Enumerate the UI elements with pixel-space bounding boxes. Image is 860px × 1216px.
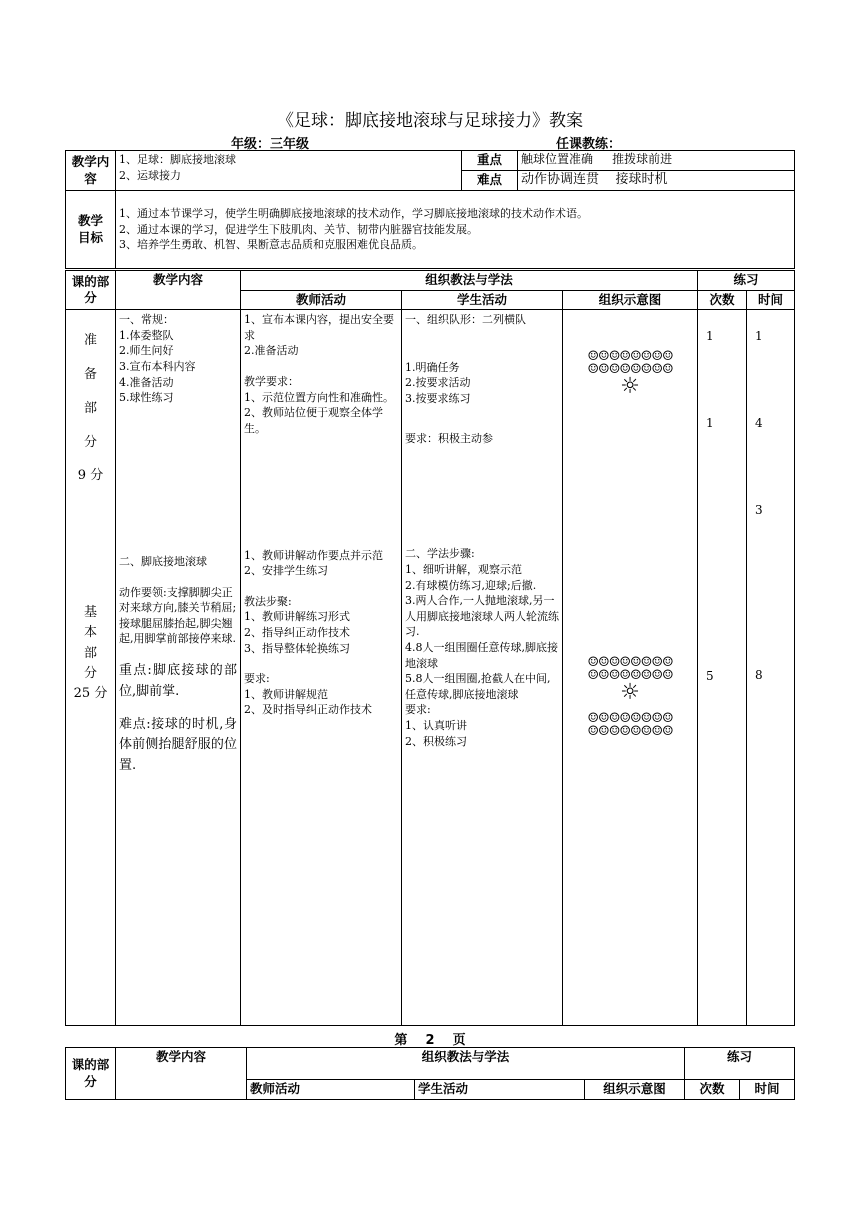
diagram-column [563,310,698,1026]
times-value: 5 [706,669,714,684]
difficulty-label: 难点 [462,171,518,191]
content-item: 1.体委整队 [119,328,174,342]
page2-header-table [65,1047,795,1100]
content-item: 3.宣布本科内容 [119,360,196,374]
info-table [65,150,795,269]
content-lines [116,151,462,191]
student-item: 一、组织队形：二列横队 [405,313,526,327]
smiley-face-icon-row: ☺☺☺☺☺☺☺☺ [587,349,673,365]
goals [116,191,795,269]
teacher-activity-header: 教师活动 [241,291,402,310]
prep-section [69,324,112,493]
student-item: 4.8人一组围圈任意传球,脚底接地滚球 [405,640,558,670]
section-char: 准 [83,333,97,349]
times-value: 1 [706,329,714,344]
content-label: 教学内容 [66,151,116,191]
teacher-activity-header-2: 教师活动 [247,1080,415,1100]
teacher-item: 教法步聚: [244,594,292,608]
difficulty-text: 动作协调连贯 接球时机 [518,171,795,191]
teacher-item: 2、教师站位便于观察全体学生。 [244,406,383,435]
teacher-item: 1、示范位置方向性和准确性。 [244,390,394,404]
times-header-2: 次数 [685,1080,740,1100]
student-activity-column [402,310,563,1026]
teacher-item: 1、教师讲解练习形式 [244,610,350,624]
teacher-label: 任课教练： [556,137,622,152]
practice-header-2: 练习 [685,1048,795,1080]
section-char: 9 分 [77,468,104,484]
student-item: 2、积极练习 [405,734,467,748]
student-item: 2.有球模仿练习,迎球;后撤. [405,578,537,592]
basic-key: 重点:脚底接球的部位,脚前掌. [119,662,237,699]
teacher-item: 要求: [244,672,270,686]
duration-value: 3 [755,503,763,518]
lesson-table [65,270,795,1026]
basic-content-title: 二、脚底接地滚球 [119,554,207,568]
duration-header: 时间 [747,291,795,310]
smiley-face-icon-row: ☺☺☺☺☺☺☺☺ [587,668,673,684]
teacher-activity-column [241,310,402,1026]
teacher-item: 2.准备活动 [244,344,299,358]
section-char: 本 [83,625,97,641]
teacher-item: 教学要求： [244,375,299,389]
key-text: 触球位置准确 推拨球前进 [518,151,795,171]
teacher-item: 1、宣布本课内容，提出安全要求 [244,313,394,342]
teacher-item: 1、教师讲解规范 [244,687,328,701]
smiley-face-icon-row: ☺☺☺☺☺☺☺☺ [587,362,673,378]
org-header: 组织教法与学法 [241,271,698,291]
teacher-item: 1、教师讲解动作要点并示范 [244,548,383,562]
section-column [66,310,116,1026]
page-title: 《足球：脚底接地滚球与足球接力》教案 [277,111,583,131]
diagram-header-2: 组织示意图 [585,1080,685,1100]
smiley-face-icon-row: ☺☺☺☺☺☺☺☺ [587,655,673,671]
content-item: 2.师生问好 [119,344,174,358]
basic-section [69,603,112,704]
goal-item: 2、通过本课的学习，促进学生下肢肌肉、关节、韧带内脏器官技能发展。 [119,222,478,236]
content-line: 2、运球接力 [119,168,181,182]
basic-essentials: 动作要领:支撑脚脚尖正对来球方向,膝关节稍屈;接球腿屈膝抬起,脚尖翘起,用脚掌前部接停来球. [119,585,237,646]
section-char: 分 [83,434,97,450]
key-label: 重点 [462,151,518,171]
student-item: 5.8人一组围圈,抢截人在中间,任意传球,脚底接地滚球 [405,672,551,701]
teacher-item: 2、指导纠正动作技术 [244,625,350,639]
student-item: 要求: [405,703,431,717]
basic-difficulty: 难点:接球的时机,身体前侧抬腿舒服的位置. [119,716,237,774]
duration-header-2: 时间 [740,1080,795,1100]
practice-header: 练习 [698,271,795,291]
part-header-2: 课的部分 [66,1048,116,1100]
duration-value: 1 [755,329,763,344]
section-char: 基 [83,605,97,621]
smiley-face-icon-row: ☺☺☺☺☺☺☺☺ [587,724,673,740]
teacher-item: 2、安排学生练习 [244,564,328,578]
content-item: 一、常规： [119,313,174,327]
content-line: 1、足球：脚底接地滚球 [119,153,236,166]
smiley-face-icon-row: ☺☺☺☺☺☺☺☺ [587,711,673,727]
duration-value: 4 [755,416,763,431]
org-header-2: 组织教法与学法 [247,1048,685,1080]
content-header-2: 教学内容 [116,1048,247,1100]
duration-column [747,310,795,1026]
student-item: 二、学法步骤: [405,547,475,561]
content-column [116,310,241,1026]
part-header: 课的部分 [66,271,116,310]
grade-label: 年级：三年级 [231,137,310,152]
formation-diagram-prep [563,350,697,398]
times-value: 1 [706,416,714,431]
page-number: 第 2 页 [394,1033,466,1048]
section-char: 25 分 [73,685,108,701]
section-char: 分 [83,665,97,681]
sun-icon: ☼ [620,680,640,706]
section-char: 部 [83,645,97,661]
content-item: 4.准备活动 [119,375,174,389]
times-column [698,310,747,1026]
student-item: 要求：积极主动参 [405,431,493,445]
section-char: 部 [83,400,97,416]
goals-label: 教学目标 [66,191,116,269]
goal-item: 1、通过本节课学习，使学生明确脚底接地滚球的技术动作，学习脚底接地滚球的技术动作术语。 [119,207,588,221]
times-header: 次数 [698,291,747,310]
duration-value: 8 [755,668,763,683]
diagram-header: 组织示意图 [563,291,698,310]
student-item: 3.按要求练习 [405,392,471,406]
formation-diagram-basic [563,656,697,738]
student-item: 3.两人合作,一人抛地滚球,另一人用脚底接地滚球人两人轮流练习. [405,594,559,639]
goal-item: 3、培养学生勇敢、机智、果断意志品质和克服困难优良品质。 [119,238,423,252]
student-activity-header-2: 学生活动 [415,1080,585,1100]
student-item: 1、细听讲解，观察示范 [405,562,522,576]
section-char: 备 [83,367,97,383]
sun-icon: ☼ [620,374,640,400]
student-item: 1.明确任务 [405,360,460,374]
teacher-item: 3、指导整体轮换练习 [244,641,350,655]
content-item: 5.球性练习 [119,391,174,405]
content-header: 教学内容 [116,271,241,310]
student-item: 2.按要求活动 [405,376,471,390]
teacher-item: 2、及时指导纠正动作技术 [244,703,372,717]
student-activity-header: 学生活动 [402,291,563,310]
student-item: 1、认真听讲 [405,719,467,732]
